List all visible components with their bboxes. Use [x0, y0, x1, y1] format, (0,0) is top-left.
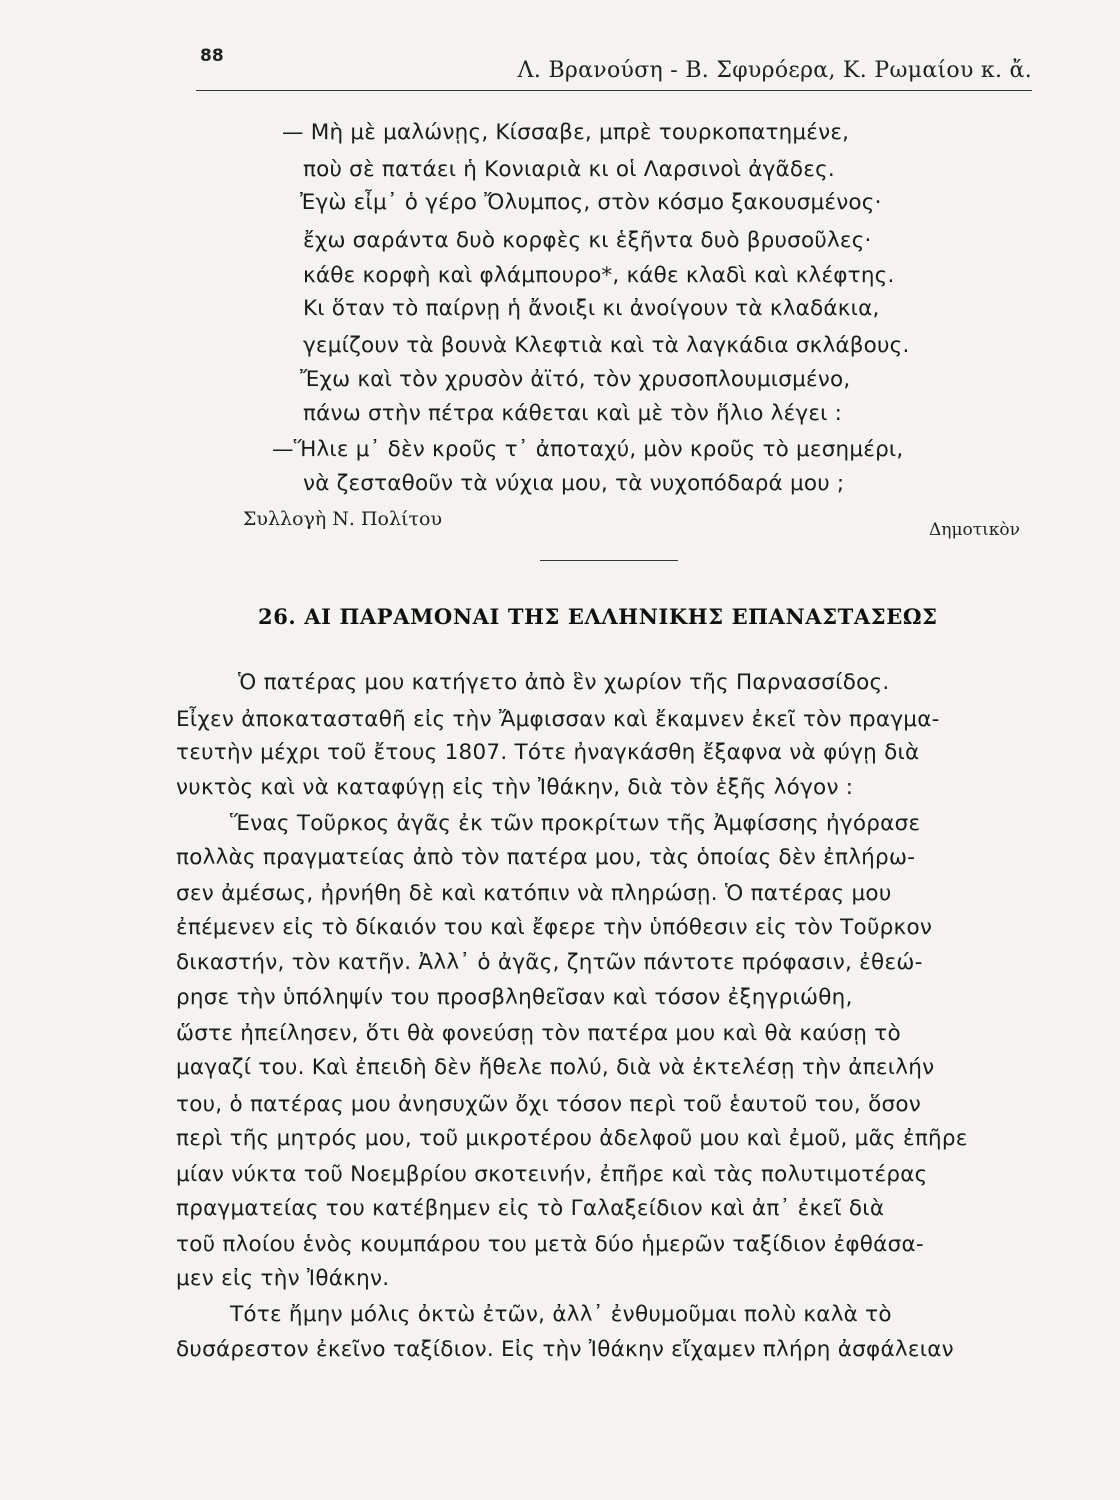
poem-line: κάθε κορφὴ καὶ φλάμπουρο*, κάθε κλαδὶ καὶ κλέφτης. [303, 263, 895, 288]
prose-line: τευτὴν μέχρι τοῦ ἔτους 1807. Τότε ἠναγκάσθη ἔξαφνα νὰ φύγῃ διὰ [176, 740, 920, 765]
poem-line: Ἔχω καὶ τὸν χρυσὸν ἀϊτό, τὸν χρυσοπλουμισμένο, [300, 367, 851, 392]
section-separator [540, 560, 678, 561]
prose-line: μίαν νύκτα τοῦ Νοεμβρίου σκοτεινήν, ἐπῆρε καὶ τὰς πολυτιμοτέρας [176, 1162, 928, 1187]
prose-line: μαγαζί του. Καὶ ἐπειδὴ δὲν ἤθελε πολύ, διὰ νὰ ἐκτελέσῃ τὴν ἀπειλήν [176, 1055, 935, 1080]
prose-line: δυσάρεστον ἐκεῖνο ταξίδιον. Εἰς τὴν Ἰθάκην εἴχαμεν πλήρη ἀσφάλειαν [176, 1337, 954, 1362]
header-rule [196, 90, 1032, 91]
prose-line: νυκτὸς καὶ νὰ καταφύγῃ εἰς τὴν Ἰθάκην, διὰ τὸν ἑξῆς λόγον : [176, 775, 854, 800]
prose-line: Τότε ἤμην μόλις ὀκτὼ ἐτῶν, ἀλλ᾽ ἐνθυμοῦμαι πολὺ καλὰ τὸ [230, 1302, 892, 1327]
prose-line: ἐπέμενεν εἰς τὸ δίκαιόν του καὶ ἔφερε τὴν ὑπόθεσιν εἰς τὸν Τοῦρκον [176, 915, 933, 940]
prose-line: μεν εἰς τὴν Ἰθάκην. [176, 1266, 390, 1291]
prose-line: ὥστε ἠπείλησεν, ὅτι θὰ φονεύσῃ τὸν πατέρα μου καὶ θὰ καύσῃ τὸ [176, 1021, 901, 1046]
source-genre: Δημοτικὸν [928, 520, 1020, 540]
poem-line: Ἐγὼ εἶμ᾽ ὁ γέρο Ὄλυμπος, στὸν κόσμο ξακουσμένος· [300, 190, 882, 215]
poem-line: ποὺ σὲ πατάει ἡ Κονιαριὰ κι οἱ Λαρσινοὶ ἀγᾶδες. [303, 157, 835, 182]
poem-line: — Μὴ μὲ μαλώνῃς, Κίσσαβε, μπρὲ τουρκοπατημένε, [282, 120, 850, 145]
page-number: 88 [200, 46, 224, 66]
prose-line: πραγματείας του κατέβημεν εἰς τὸ Γαλαξείδιον καὶ ἀπ᾽ ἐκεῖ διὰ [176, 1196, 885, 1221]
source-collection: Συλλογὴ Ν. Πολίτου [243, 508, 442, 530]
prose-line: ρησε τὴν ὑπόληψίν του προσβληθεῖσαν καὶ τόσον ἐξηγριώθη, [176, 985, 853, 1010]
prose-line: του, ὁ πατέρας μου ἀνησυχῶν ὄχι τόσον περὶ τοῦ ἑαυτοῦ του, ὅσον [176, 1092, 922, 1117]
prose-line: Ἕνας Τοῦρκος ἀγᾶς ἐκ τῶν προκρίτων τῆς Ἀμφίσσης ἠγόρασε [230, 811, 921, 836]
prose-line: σεν ἀμέσως, ἠρνήθη δὲ καὶ κατόπιν νὰ πληρώσῃ. Ὁ πατέρας μου [176, 881, 892, 906]
poem-line: γεμίζουν τὰ βουνὰ Κλεφτιὰ καὶ τὰ λαγκάδια σκλάβους. [303, 333, 910, 358]
prose-line: Ὁ πατέρας μου κατήγετο ἀπὸ ἓν χωρίον τῆς Παρνασσίδος. [238, 670, 890, 695]
prose-line: δικαστήν, τὸν κατῆν. Ἀλλ᾽ ὁ ἀγᾶς, ζητῶν πάντοτε πρόφασιν, ἐθεώ- [176, 950, 923, 975]
poem-line: Κι ὅταν τὸ παίρνῃ ἡ ἄνοιξι κι ἀνοίγουν τὰ κλαδάκια, [303, 296, 880, 321]
prose-line: πολλὰς πραγματείας ἀπὸ τὸν πατέρα μου, τὰς ὁποίας δὲν ἐπλήρω- [176, 845, 916, 870]
prose-line: τοῦ πλοίου ἑνὸς κουμπάρου του μετὰ δύο ἡμερῶν ταξίδιον ἐφθάσα- [176, 1232, 924, 1257]
poem-line: νὰ ζεσταθοῦν τὰ νύχια μου, τὰ νυχοπόδαρά μου ; [303, 471, 845, 496]
poem-line: πάνω στὴν πέτρα κάθεται καὶ μὲ τὸν ἥλιο λέγει : [303, 401, 843, 426]
running-title: Λ. Βρανούση - Β. Σφυρόερα, Κ. Ρωμαίου κ. ἄ. [517, 58, 1032, 83]
section-title: 26. ΑΙ ΠΑΡΑΜΟΝΑΙ ΤΗΣ ΕΛΛΗΝΙΚΗΣ ΕΠΑΝΑΣΤΑΣΕΩΣ [258, 604, 938, 629]
poem-line: —Ἥλιε μ᾽ δὲν κροῦς τ᾽ ἀποταχύ, μὸν κροῦς τὸ μεσημέρι, [272, 437, 904, 462]
prose-line: περὶ τῆς μητρός μου, τοῦ μικροτέρου ἀδελφοῦ μου καὶ ἐμοῦ, μᾶς ἐπῆρε [176, 1126, 968, 1151]
poem-line: ἔχω σαράντα δυὸ κορφὲς κι ἑξῆντα δυὸ βρυσοῦλες· [303, 228, 872, 253]
prose-line: Εἶχεν ἀποκατασταθῆ εἰς τὴν Ἄμφισσαν καὶ ἔκαμνεν ἐκεῖ τὸν πραγμα- [176, 707, 940, 732]
